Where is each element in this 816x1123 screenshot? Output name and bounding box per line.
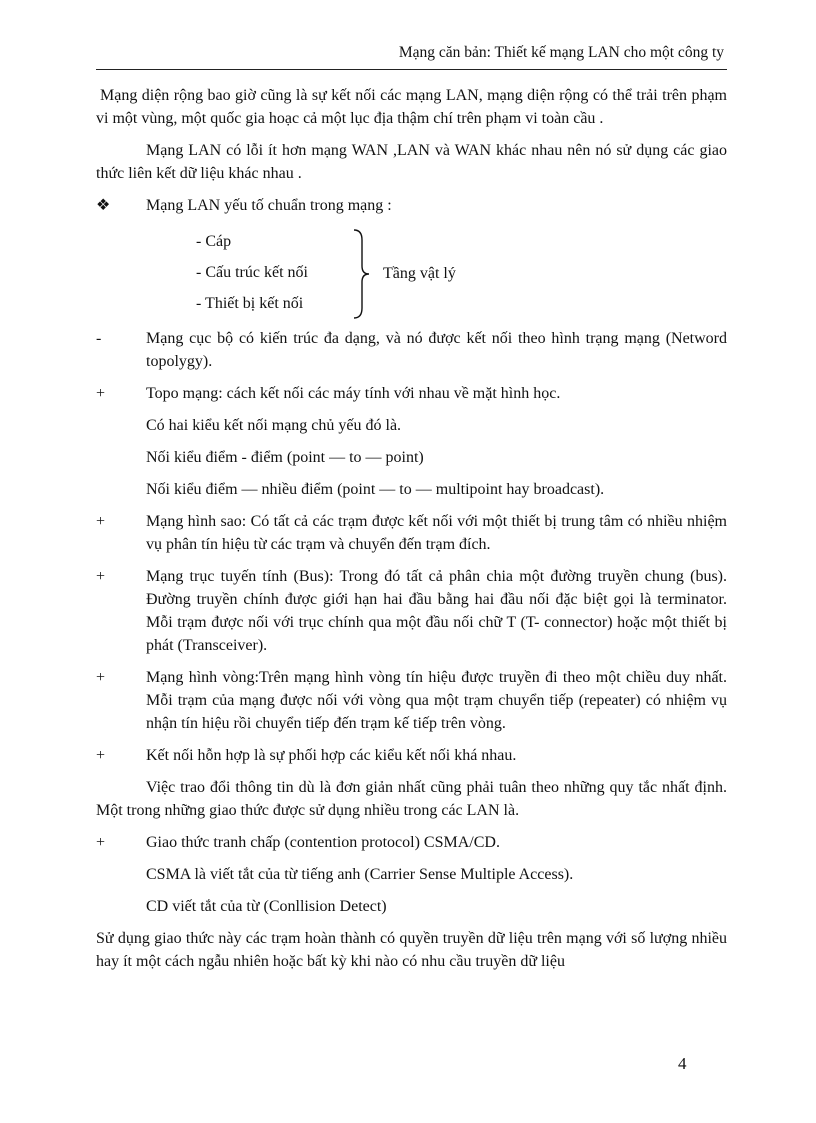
paragraph-multipoint: Nối kiểu điểm — nhiều điểm (point — to — multipoint hay broadcast). [146,481,605,498]
paragraph-lan-errors: Mạng LAN có lỗi ít hơn mạng WAN ,LAN và WAN khác nhau nên nó sử dụng các giao thức liên kết dữ liệu khác nhau . [96,142,727,182]
physical-layer-label: Tầng vật lý [383,265,456,282]
bullet-lan-standards: ❖ Mạng LAN yếu tố chuẩn trong mạng : [96,194,727,217]
list-item: - Cấu trúc kết nối [196,264,308,281]
right-brace-icon [352,228,372,320]
paragraph-topology: + Topo mạng: cách kết nối các máy tính với nhau về mặt hình học. [96,382,727,405]
paragraph-point-to-point: Nối kiểu điểm - điểm (point — to — point) [146,449,424,466]
physical-layer-group [96,226,727,323]
diamond-bullet-icon: ❖ [96,197,111,214]
paragraph-contention: + Giao thức tranh chấp (contention protocol) CSMA/CD. [96,831,727,854]
paragraph-star: + Mạng hình sao: Có tất cả các trạm được kết nối với một thiết bị trung tâm có nhiều nhiệm vụ phân tín hiệu từ các trạm và chuyển đến trạm đích. [96,510,727,556]
paragraph-hybrid: + Kết nối hỗn hợp là sự phối hợp các kiểu kết nối khá nhau. [96,744,727,767]
paragraph-cd: CD viết tắt của từ (Conllision Detect) [146,898,387,915]
paragraph-ring: + Mạng hình vòng:Trên mạng hình vòng tín hiệu được truyền đi theo một chiều duy nhất. Mỗi trạm của mạng được nối với vòng qua một trạm chuyển tiếp (repeater) có nhiệm vụ nhận tín hiệu rồi chuyển tiếp đến trạm kế tiếp trên vòng. [96,666,727,735]
running-header: Mạng căn bản: Thiết kế mạng LAN cho một công ty [398,44,724,61]
paragraph-two-types: Có hai kiểu kết nối mạng chủ yếu đó là. [146,417,402,434]
paragraph-bus: + Mạng trục tuyến tính (Bus): Trong đó tất cả phân chia một đường truyền chung (bus). Đường truyền chính được giới hạn hai đầu bằng hai đầu nối đặc biệt gọi là terminator. Mỗi trạm được nối với trục chính qua một đầu nối chữ T (T- connector) hoặc một thiết bị phát (Transceiver). [96,565,727,657]
plus-marker: + [96,385,106,402]
plus-marker: + [96,568,106,585]
plus-marker: + [96,669,106,686]
paragraph-architecture: - Mạng cục bộ có kiến trúc đa dạng, và nó được kết nối theo hình trạng mạng (Netword topolygy). [96,327,727,373]
dash-marker: - [96,330,102,347]
paragraph-rules: Việc trao đổi thông tin dù là đơn giản nhất cũng phải tuân theo những quy tắc nhất định. Một trong những giao thức được sử dụng nhiều trong các LAN là. [96,779,727,819]
list-item: - Cáp [196,233,232,250]
list-item: - Thiết bị kết nối [196,295,304,312]
header-rule [96,69,727,70]
plus-marker: + [96,747,106,764]
page-body [96,84,727,982]
paragraph-usage: Sử dụng giao thức này các trạm hoàn thành có quyền truyền dữ liệu trên mạng với số lượng nhiều hay ít một cách ngẫu nhiên hoặc bất kỳ khi nào có nhu cầu truyền dữ liệu [96,930,727,970]
plus-marker: + [96,834,106,851]
page-number: 4 [678,1054,687,1073]
paragraph-wan: Mạng diện rộng bao giờ cũng là sự kết nối các mạng LAN, mạng diện rộng có thể trải trên phạm vi một vùng, một quốc gia hoạc cả một lục địa thậm chí trên phạm vi toàn cầu . [96,87,727,127]
paragraph-csma: CSMA là viết tắt của từ tiếng anh (Carrier Sense Multiple Access). [146,866,574,883]
plus-marker: + [96,513,106,530]
